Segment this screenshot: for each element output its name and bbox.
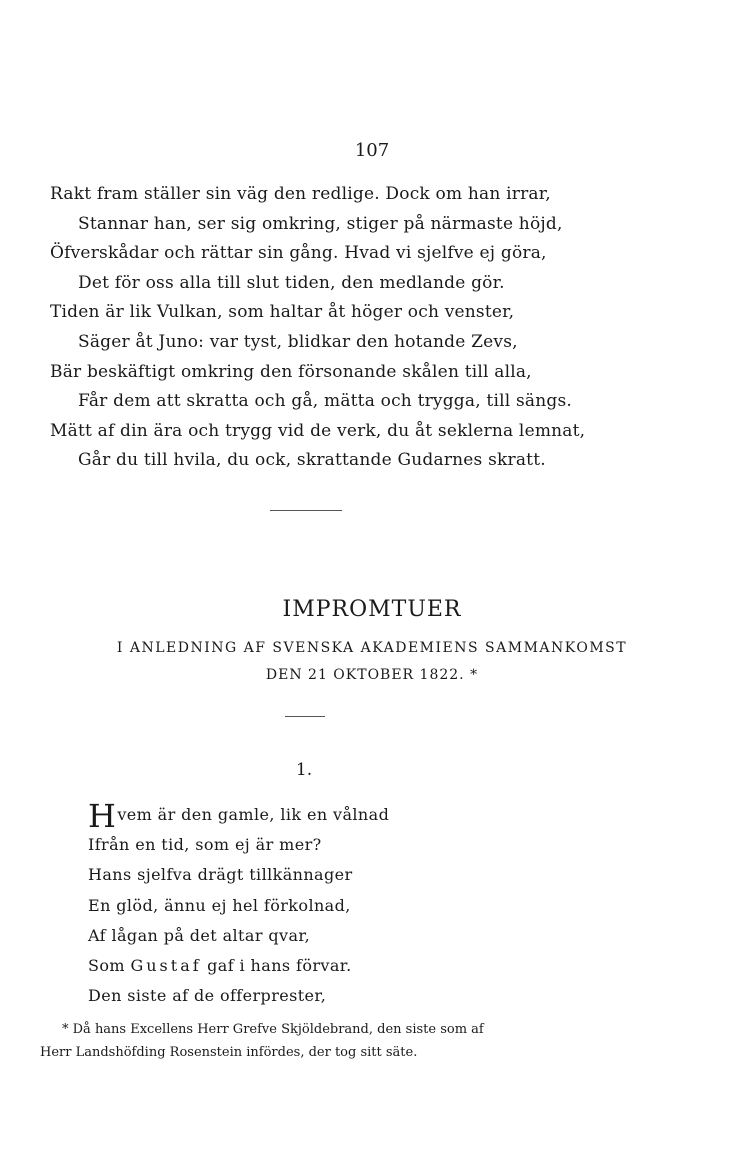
heading-subtitle: I ANLEDNING AF SVENSKA AKADEMIENS SAMMANKOMST	[116, 640, 628, 656]
poem-line: Ifrån en tid, som ej är mer?	[88, 835, 322, 855]
heading-date: DEN 21 OKTOBER 1822. *	[265, 667, 479, 683]
section-divider	[270, 510, 342, 511]
heading-title: IMPROMTUER	[282, 597, 462, 622]
poem-line: Bär beskäftigt omkring den försonande skålen till alla,	[50, 361, 532, 382]
poem-line: Öfverskådar och rättar sin gång. Hvad vi sjelfve ej göra,	[50, 243, 547, 264]
poem-line: Mätt af din ära och trygg vid de verk, du åt seklerna lemnat,	[50, 420, 586, 441]
poem-line: Får dem att skratta och gå, mätta och trygga, till sängs.	[78, 391, 572, 412]
poem-line: Säger åt Juno: var tyst, blidkar den hotande Zevs,	[78, 331, 518, 352]
footnote-line: * Då hans Excellens Herr Grefve Skjöldebrand, den siste som af	[62, 1022, 484, 1037]
poem-line: Rakt fram ställer sin väg den redlige. Dock om han irrar,	[50, 184, 551, 204]
footnote-line: Herr Landshöfding Rosenstein infördes, der tog sitt säte.	[40, 1045, 418, 1060]
poem-word: gaf i hans förvar.	[207, 955, 352, 975]
footnote	[40, 1018, 680, 1064]
poem-elegy	[50, 180, 710, 476]
poem-line: Af lågan på det altar qvar,	[88, 925, 311, 945]
poem-line: Den siste af de offerprester,	[88, 986, 327, 1006]
poem-impromptu	[88, 797, 648, 1011]
poem-line: Går du till hvila, du ock, skrattande Gudarnes skratt.	[78, 450, 546, 471]
poem-line: Tiden är lik Vulkan, som haltar åt höger och venster,	[50, 302, 515, 323]
poem-line	[88, 797, 648, 835]
heading-divider	[285, 716, 325, 717]
name-gustaf: Gustaf	[130, 955, 202, 975]
drop-cap: H	[88, 797, 117, 835]
poem-line	[88, 951, 648, 981]
poem-line-text: vem är den gamle, lik en vålnad	[117, 805, 390, 824]
poem-line: Hans sjelfva drägt tillkännager	[88, 865, 353, 885]
poem-line: Stannar han, ser sig omkring, stiger på närmaste höjd,	[78, 213, 563, 234]
poem-word: Som	[88, 955, 125, 975]
page-number: 107	[354, 140, 390, 161]
poem-line: Det för oss alla till slut tiden, den medlande gör.	[78, 272, 505, 293]
poem-line: En glöd, ännu ej hel förkolnad,	[88, 895, 351, 915]
section-number: 1.	[295, 760, 313, 780]
